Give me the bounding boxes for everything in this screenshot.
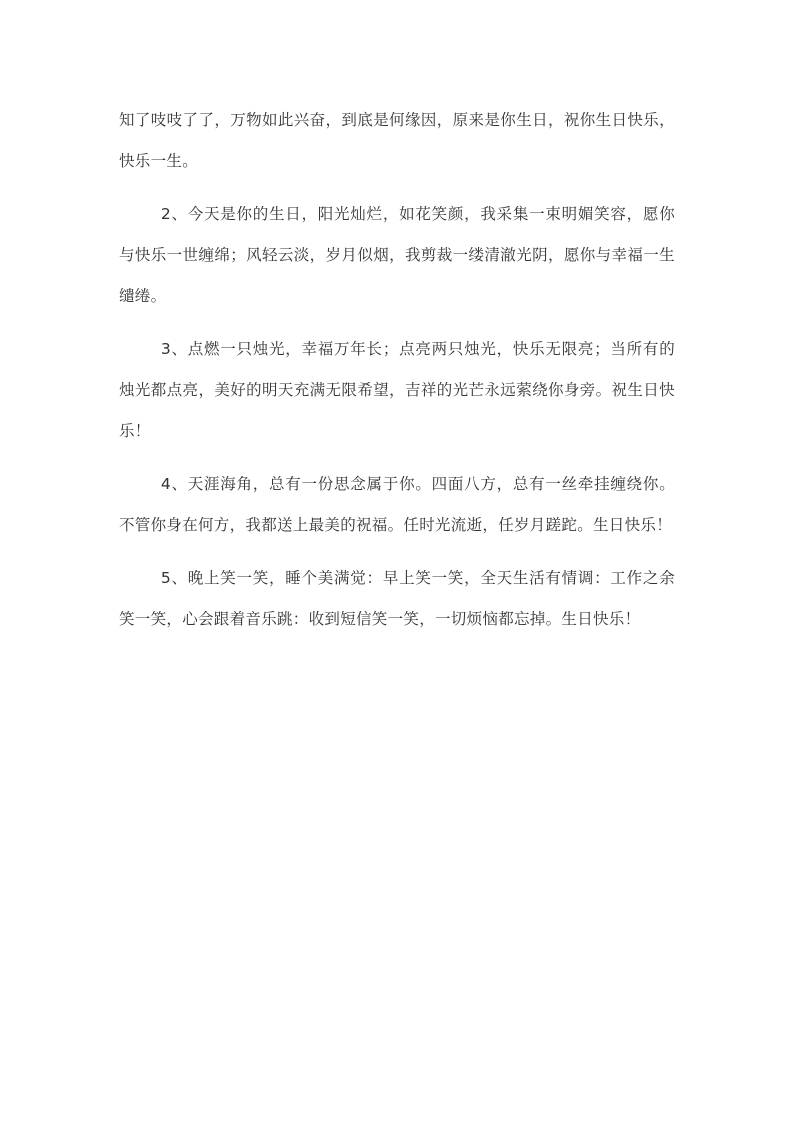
paragraph-item-2: 2、今天是你的生日，阳光灿烂，如花笑颜，我采集一束明媚笑容，愿你与快乐一世缠绵；风轻云淡，岁月似烟，我剪裁一缕清澈光阴，愿你与幸福一生缱绻。 xyxy=(119,205,675,305)
paragraph-item-4: 4、天涯海角，总有一份思念属于你。四面八方，总有一丝牵挂缠绕你。不管你身在何方，我都送上最美的祝福。任时光流逝，任岁月蹉跎。生日快乐！ xyxy=(119,475,675,534)
paragraph-item-3: 3、点燃一只烛光，幸福万年长；点亮两只烛光，快乐无限亮；当所有的烛光都点亮，美好的明天充满无限希望，吉祥的光芒永远萦绕你身旁。祝生日快乐！ xyxy=(119,340,675,440)
paragraph-intro: 知了吱吱了了，万物如此兴奋，到底是何缘因，原来是你生日，祝你生日快乐，快乐一生。 xyxy=(119,111,675,170)
paragraph-item-5: 5、晚上笑一笑，睡个美满觉：早上笑一笑，全天生活有情调：工作之余笑一笑，心会跟着音乐跳：收到短信笑一笑，一切烦恼都忘掉。生日快乐！ xyxy=(119,569,675,628)
document-body xyxy=(119,100,675,652)
